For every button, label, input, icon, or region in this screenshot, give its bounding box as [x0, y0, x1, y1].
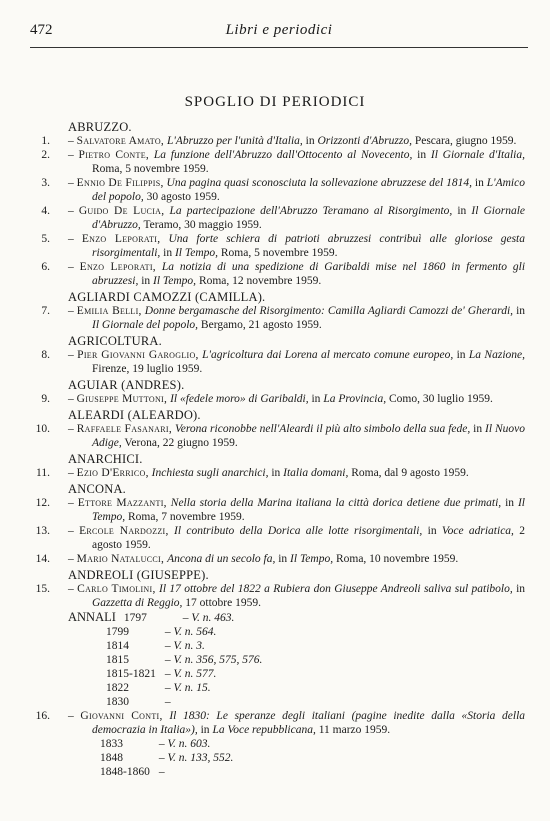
entry-place-date: Roma, 7 novembre 1959. — [125, 511, 245, 523]
bibliography-entry: 15. – Carlo Timolini, Il 17 ottobre del 1822 a Rubiera don Giuseppe Andreoli saliva sul patibolo, in Gazzetta di Reggio, 17 ottobre 1959. — [30, 582, 525, 610]
bibliography-entry: 9. – Giuseppe Muttoni, Il «fedele moro» di Garibaldi, in La Provincia, Como, 30 luglio 1959. — [30, 392, 525, 406]
entry-connector: in — [412, 149, 431, 161]
entry-periodical: Il Giornale d'Abruzzo, — [92, 205, 525, 231]
entry-periodical: L'Amico del popolo, — [92, 177, 525, 203]
subject-heading: AGLIARDI CAMOZZI (CAMILLA). — [68, 290, 266, 304]
entry-title: Il contributo della Dorica alle lotte risorgimentali, — [174, 525, 423, 537]
bibliography-entry: 2. – Pietro Conte, La funzione dell'Abruzzo dall'Ottocento al Novecento, in Il Giornale d'Italia, Roma, 5 novembre 1959. — [30, 148, 525, 176]
subject-heading: AGUIAR (ANDRES). — [68, 378, 185, 392]
entry-connector: in — [138, 275, 154, 287]
bibliography-entry: 6. – Enzo Leporati, La notizia di una spedizione di Garibaldi mise nel 1860 in fermento gli abruzzesi, in Il Tempo, Roma, 12 novembre 1959. — [30, 260, 525, 288]
entry-place-date: 17 ottobre 1959. — [182, 597, 261, 609]
annali-years: 1799 — [106, 626, 129, 638]
entry-connector: in — [471, 177, 487, 189]
entry-title: La funzione dell'Abruzzo dall'Ottocento al Novecento, — [153, 149, 413, 161]
entry-author: Salvatore Amato, — [76, 135, 165, 147]
entry-connector: in — [512, 583, 526, 595]
entry-place-date: 2 agosto 1959. — [92, 525, 525, 551]
entry-author: Enzo Leporati, — [81, 233, 161, 245]
entry-number: 13. — [35, 525, 50, 537]
annali-years: 1814 — [106, 640, 129, 652]
entry-connector: in — [453, 349, 469, 361]
annali-line: 1848 – V. n. 133, 552. — [100, 752, 234, 764]
periodicals-index — [30, 118, 525, 779]
entry-author: Mario Natalucci, — [76, 553, 165, 565]
entry-number: 5. — [41, 233, 50, 245]
annali-reference: V. n. 133, 552. — [167, 752, 234, 764]
subject-heading: ANCONA. — [68, 482, 126, 496]
entry-author: Giovanni Conti, — [80, 710, 163, 722]
entry-periodical: Il Tempo, — [290, 553, 334, 565]
annali-years: 1848-1860 — [100, 766, 150, 778]
annali-line: 1815 – V. n. 356, 575, 576. — [106, 654, 263, 666]
entry-title: La notizia di una spedizione di Garibaldi mise nel 1860 in fermento gli abruzzesi, — [92, 261, 526, 287]
entry-periodical: Il Nuovo Adige, — [92, 423, 526, 449]
entry-author: Ezio D'Errico, — [76, 467, 149, 479]
entry-author: Giuseppe Muttoni, — [76, 393, 168, 405]
page-number: 472 — [30, 22, 53, 38]
entry-connector: in — [513, 305, 526, 317]
entry-place-date: Firenze, 19 luglio 1959. — [92, 363, 203, 375]
entry-periodical: Voce adriatica, — [441, 525, 514, 537]
entry-number: 11. — [36, 467, 50, 479]
subject-heading: ANARCHICI. — [68, 452, 143, 466]
entry-number: 1. — [41, 135, 50, 147]
entry-author: Enzo Leporati, — [79, 261, 156, 273]
entry-number: 9. — [41, 393, 50, 405]
entry-place-date: Roma, 10 novembre 1959. — [333, 553, 459, 565]
entry-author: Raffaele Fasanari, — [76, 423, 173, 435]
entry-periodical: Il Giornale del popolo, — [92, 319, 199, 331]
section-title: SPOGLIO DI PERIODICI — [184, 94, 366, 110]
entry-number: 15. — [35, 583, 50, 595]
entry-place-date: Verona, 22 giugno 1959. — [121, 437, 238, 449]
entry-periodical: La Voce repubblicana, — [212, 724, 316, 736]
entry-number: 16. — [35, 710, 50, 722]
entry-connector: in — [268, 467, 284, 479]
entry-periodical: Italia domani, — [283, 467, 349, 479]
annali-line: 1833 – V. n. 603. — [100, 738, 211, 750]
entry-periodical: Il Tempo, — [174, 247, 218, 259]
annali-line: 1814 – V. n. 3. — [106, 640, 205, 652]
bibliography-entry: 4. – Guido De Lucia, La partecipazione dell'Abruzzo Teramano al Risorgimento, in Il Giornale d'Abruzzo, Teramo, 30 maggio 1959. — [30, 204, 525, 232]
entry-number: 8. — [41, 349, 50, 361]
annali-line: 1848-1860 – — [100, 766, 165, 778]
entry-author: Emilia Belli, — [76, 305, 142, 317]
subject-heading: AGRICOLTURA. — [68, 334, 162, 348]
annali-years: 1830 — [106, 696, 129, 708]
entry-number: 4. — [41, 205, 50, 217]
annali-years: 1815-1821 — [106, 668, 156, 680]
entry-title: Una pagina quasi sconosciuta la sollevazione abruzzese del 1814, — [166, 177, 472, 189]
entry-title: Inchiesta sugli anarchici, — [151, 467, 269, 479]
entry-author: Ercole Nardozzi, — [79, 525, 169, 537]
entry-place-date: Bergamo, 21 agosto 1959. — [198, 319, 322, 331]
entry-periodical: Gazzetta di Reggio, — [92, 597, 183, 609]
entry-title: L'Abruzzo per l'unità d'Italia, — [166, 135, 303, 147]
bibliography-entry: 7. – Emilia Belli, Donne bergamasche del Risorgimento: Camilla Agliardi Camozzi de' Gherardi, in Il Giornale del popolo, Bergamo, 21 agosto 1959. — [30, 304, 525, 332]
subject-heading: ABRUZZO. — [68, 120, 132, 134]
entry-connector: in — [160, 247, 175, 259]
entry-title: Il 17 ottobre del 1822 a Rubiera don Giuseppe Andreoli saliva sul patibolo, — [159, 583, 513, 595]
subject-heading: ALEARDI (ALEARDO). — [68, 408, 201, 422]
bibliography-entry: 5. – Enzo Leporati, Una forte schiera di patrioti abruzzesi contribuì alle gloriose gesta risorgimentali, in Il Tempo, Roma, 5 novembre 1959. — [30, 232, 525, 260]
entry-connector: in — [275, 553, 291, 565]
entry-number: 2. — [41, 149, 50, 161]
subject-heading: ANDREOLI (GIUSEPPE). — [68, 568, 209, 582]
entry-connector: in — [197, 724, 213, 736]
bibliography-entry: 3. – Ennio De Filippis, Una pagina quasi sconosciuta la sollevazione abruzzese del 1814, in L'Amico del popolo, 30 agosto 1959. — [30, 176, 525, 204]
journal-title: Libri e periodici — [225, 22, 333, 38]
entry-place-date: Roma, dal 9 agosto 1959. — [348, 467, 469, 479]
annali-reference: V. n. 603. — [167, 738, 211, 750]
entry-connector: in — [452, 205, 472, 217]
entry-number: 3. — [41, 177, 50, 189]
entry-title: Ancona di un secolo fa, — [167, 553, 276, 565]
entry-periodical: La Provincia, — [323, 393, 387, 405]
annali-label: ANNALI — [68, 610, 116, 624]
entry-place-date: Pescara, giugno 1959. — [411, 135, 517, 147]
entry-periodical: Il Tempo, — [153, 275, 197, 287]
entry-title: Nella storia della Marina italiana la città dorica detiene due primati, — [170, 497, 502, 509]
entry-place-date: Roma, 12 novembre 1959. — [196, 275, 322, 287]
entry-title: Verona riconobbe nell'Aleardi il più alto simbolo della sua fede, — [174, 423, 471, 435]
entry-number: 14. — [35, 553, 50, 565]
entry-place-date: Teramo, 30 maggio 1959. — [140, 219, 262, 231]
entry-title: Donne bergamasche del Risorgimento: Camilla Agliardi Camozzi de' Gherardi, — [144, 305, 514, 317]
annali-line: 1815-1821 – V. n. 577. — [106, 668, 217, 680]
bibliography-entry: 1. – Salvatore Amato, L'Abruzzo per l'unità d'Italia, in Orizzonti d'Abruzzo, Pescara, giugno 1959. — [30, 134, 525, 148]
entry-number: 10. — [35, 423, 50, 435]
annali-reference: V. n. 3. — [173, 640, 205, 652]
entry-periodical: Il Tempo, — [92, 497, 525, 523]
entry-connector: in — [470, 423, 486, 435]
annali-line: 1822 – V. n. 15. — [106, 682, 211, 694]
running-head — [30, 22, 528, 44]
entry-title: Il 1830: Le speranze degli italiani (pagine inedite dalla «Storia della democrazia in Italia»), — [92, 710, 526, 736]
entry-author: Pier Giovanni Garoglio, — [77, 349, 199, 361]
annali-years: 1815 — [106, 654, 129, 666]
entry-title: Una forte schiera di patrioti abruzzesi contribuì alle gloriose gesta risorgimentali, — [92, 233, 525, 259]
bibliography-entry: 11. – Ezio D'Errico, Inchiesta sugli anarchici, in Italia domani, Roma, dal 9 agosto 1959. — [30, 466, 525, 480]
annali-reference: V. n. 15. — [173, 682, 211, 694]
annali-reference: V. n. 356, 575, 576. — [173, 654, 263, 666]
entry-number: 12. — [35, 497, 50, 509]
entry-number: 6. — [41, 261, 50, 273]
entry-place-date: Roma, 5 novembre 1959. — [218, 247, 338, 259]
annali-reference: V. n. 564. — [173, 626, 217, 638]
header-rule — [30, 47, 528, 48]
entry-title: L'agricoltura dai Lorena al mercato comune europeo, — [202, 349, 454, 361]
entry-author: Ettore Mazzanti, — [77, 497, 167, 509]
annali-years: 1848 — [100, 752, 123, 764]
entry-connector: in — [501, 497, 518, 509]
entry-place-date: Roma, 5 novembre 1959. — [92, 163, 209, 175]
entry-place-date: 11 marzo 1959. — [315, 724, 391, 736]
entry-author: Guido De Lucia, — [78, 205, 165, 217]
entry-author: Ennio De Filippis, — [76, 177, 164, 189]
annali-reference: V. n. 577. — [173, 668, 217, 680]
bibliography-entry: 16. – Giovanni Conti, Il 1830: Le speranze degli italiani (pagine inedite dalla «Storia della democrazia in Italia»), in La Voce repubblicana, 11 marzo 1959. — [30, 709, 525, 737]
bibliography-entry: 14. – Mario Natalucci, Ancona di un secolo fa, in Il Tempo, Roma, 10 novembre 1959. — [30, 552, 525, 566]
bibliography-entry: 12. – Ettore Mazzanti, Nella storia della Marina italiana la città dorica detiene due primati, in Il Tempo, Roma, 7 novembre 1959. — [30, 496, 525, 524]
entry-title: Il «fedele moro» di Garibaldi, — [170, 393, 309, 405]
entry-author: Carlo Timolini, — [77, 583, 156, 595]
bibliography-entry: 13. – Ercole Nardozzi, Il contributo della Dorica alle lotte risorgimentali, in Voce adriatica, 2 agosto 1959. — [30, 524, 525, 552]
entry-author: Pietro Conte, — [78, 149, 150, 161]
bibliography-entry: 10. – Raffaele Fasanari, Verona riconobbe nell'Aleardi il più alto simbolo della sua fede, in Il Nuovo Adige, Verona, 22 giugno 1959. — [30, 422, 525, 450]
entry-place-date: Como, 30 luglio 1959. — [386, 393, 493, 405]
entry-periodical: Il Giornale d'Italia, — [430, 149, 525, 161]
annali-years: 1833 — [100, 738, 123, 750]
bibliography-entry: 8. – Pier Giovanni Garoglio, L'agricoltura dai Lorena al mercato comune europeo, in La Nazione, Firenze, 19 luglio 1959. — [30, 348, 525, 376]
annali-reference: V. n. 463. — [191, 612, 235, 624]
entry-periodical: La Nazione, — [468, 349, 525, 361]
entry-periodical: Orizzonti d'Abruzzo, — [317, 135, 412, 147]
annali-line: 1830 – — [106, 696, 171, 708]
entry-connector: in — [422, 525, 442, 537]
entry-number: 7. — [41, 305, 50, 317]
annali-line: 1799 – V. n. 564. — [106, 626, 217, 638]
entry-title: La partecipazione dell'Abruzzo Teramano al Risorgimento, — [169, 205, 453, 217]
entry-connector: in — [308, 393, 324, 405]
annali-years: 1822 — [106, 682, 129, 694]
annali-line: ANNALI 1797 – V. n. 463. — [68, 610, 235, 624]
annali-years: 1797 — [123, 612, 147, 624]
entry-connector: in — [302, 135, 318, 147]
entry-place-date: 30 agosto 1959. — [143, 191, 220, 203]
